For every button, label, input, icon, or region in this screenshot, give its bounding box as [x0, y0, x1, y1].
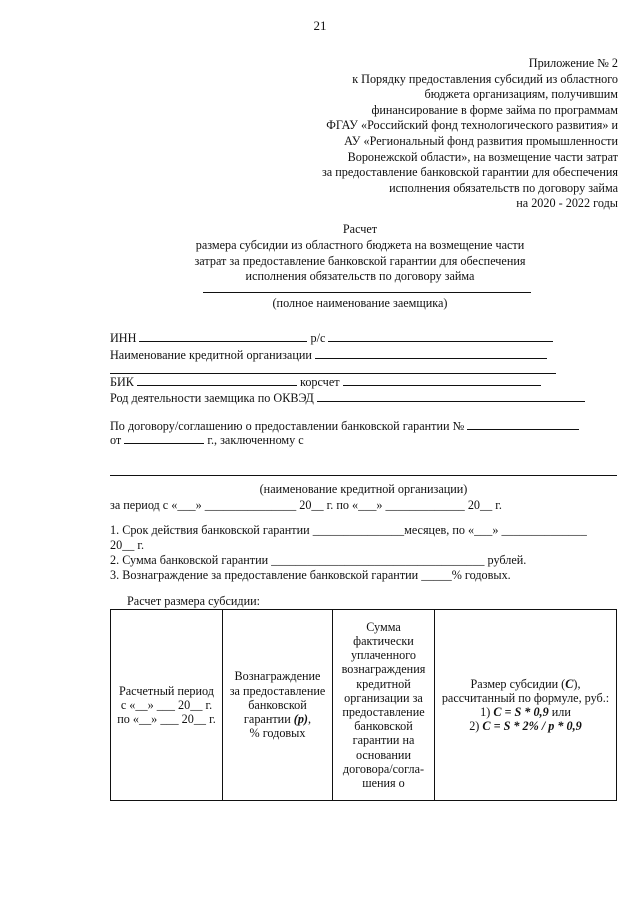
agreement-number-field[interactable]	[467, 419, 579, 430]
fee-rate-variable: (p)	[293, 712, 308, 727]
appendix-line: исполнения обязательств по договору займа	[389, 180, 618, 195]
corr-account-field[interactable]	[343, 375, 541, 386]
calc-heading: Расчет размера субсидии:	[127, 594, 261, 608]
table-col-fee-rate	[223, 610, 333, 800]
appendix-line: бюджета организациям, получившим	[424, 87, 618, 102]
appendix-line: на 2020 - 2022 годы	[516, 196, 618, 211]
borrower-name-line	[203, 292, 531, 293]
fee-rate-prefix: Вознаграждение за предоставление банковской гарантии	[229, 669, 326, 727]
corr-account-label: корсчет	[300, 375, 340, 389]
subsidy-prefix: Размер субсидии (	[470, 676, 566, 691]
fee-rate-header	[230, 669, 326, 740]
inn-field[interactable]	[139, 331, 307, 342]
formula1-prefix: 1)	[480, 705, 494, 719]
fee-rate-suffix: , % годовых	[249, 712, 312, 741]
bik-field[interactable]	[137, 375, 297, 386]
item1-line2: 20__ г.	[110, 538, 145, 552]
formula1: C = S * 0,9	[493, 705, 549, 719]
period-row: за период с «___» _______________ 20__ г. по «___» _____________ 20__ г.	[110, 498, 502, 512]
appendix-header	[258, 56, 618, 212]
agreement-row	[110, 419, 579, 434]
okved-field[interactable]	[317, 391, 585, 402]
formula1-suffix: или	[548, 705, 571, 719]
agreement-label: По договору/соглашению о предоставлении банковской гарантии №	[110, 419, 465, 433]
title-line: размера субсидии из областного бюджета на возмещение части	[195, 237, 525, 252]
credit-org-field-line2	[110, 373, 556, 374]
appendix-line: Воронежской области», на возмещение части затрат	[347, 149, 618, 164]
item1-line1: 1. Срок действия банковской гарантии _______________месяцев, по «___» ______________	[110, 523, 587, 537]
credit-org-caption: (наименование кредитной организации)	[259, 482, 468, 496]
formula2: C = S * 2% / p * 0,9	[482, 719, 582, 734]
borrower-caption: (полное наименование заемщика)	[272, 296, 448, 310]
credit-org-label: Наименование кредитной организации	[110, 348, 312, 362]
appendix-line: за предоставление банковской гарантии для обеспечения	[321, 165, 618, 180]
title-line: исполнения обязательств по договору займа	[245, 269, 475, 284]
subsidy-suffix: ), рассчитанный по формуле, руб.:	[441, 676, 610, 705]
inn-label: ИНН	[110, 331, 137, 345]
appendix-line: к Порядку предоставления субсидий из областного	[352, 71, 618, 86]
item3: 3. Вознаграждение за предоставление банковской гарантии _____% годовых.	[110, 568, 511, 582]
subsidy-variable: C	[565, 676, 574, 691]
okved-label: Род деятельности заемщика по ОКВЭД	[110, 391, 314, 405]
document-title	[110, 222, 610, 285]
subsidy-table	[110, 609, 617, 801]
bik-row	[110, 375, 541, 390]
credit-org-name-line[interactable]	[110, 475, 617, 476]
item2: 2. Сумма банковской гарантии ___________________________________ рублей.	[110, 553, 527, 567]
account-field[interactable]	[328, 331, 553, 342]
appendix-line: ФГАУ «Российский фонд технологического развития» и	[326, 118, 618, 133]
subsidy-header	[442, 677, 609, 734]
credit-org-row	[110, 348, 547, 363]
page-number: 21	[313, 18, 327, 33]
appendix-line: Приложение № 2	[528, 56, 618, 70]
appendix-line: финансирование в форме займа по программам	[371, 102, 618, 117]
paid-fee-header: Сумма фактически уплаченного вознаграждения кредитной организации за предоставление банковской гарантии на основании договора/согла- шения о	[341, 619, 426, 791]
account-label: р/с	[310, 331, 326, 345]
okved-row	[110, 391, 585, 406]
agreement-date-field[interactable]	[124, 433, 204, 444]
agreement-date-row	[110, 433, 304, 448]
table-col-subsidy	[435, 610, 616, 800]
title-heading: Расчет	[342, 222, 378, 236]
table-col-paid-fee	[333, 610, 435, 800]
appendix-line: АУ «Региональный фонд развития промышленности	[344, 133, 618, 148]
bik-label: БИК	[110, 375, 134, 389]
table-col-period	[111, 610, 223, 800]
inn-row	[110, 331, 553, 346]
agreement-concluded-label: г., заключенному с	[207, 433, 304, 447]
period-header: Расчетный период с «__» ___ 20__ г. по «__» ___ 20__ г.	[117, 683, 216, 727]
title-line: затрат за предоставление банковской гарантии для обеспечения	[194, 253, 526, 268]
agreement-from-label: от	[110, 433, 122, 447]
formula2-prefix: 2)	[469, 719, 483, 734]
credit-org-field[interactable]	[315, 348, 547, 359]
